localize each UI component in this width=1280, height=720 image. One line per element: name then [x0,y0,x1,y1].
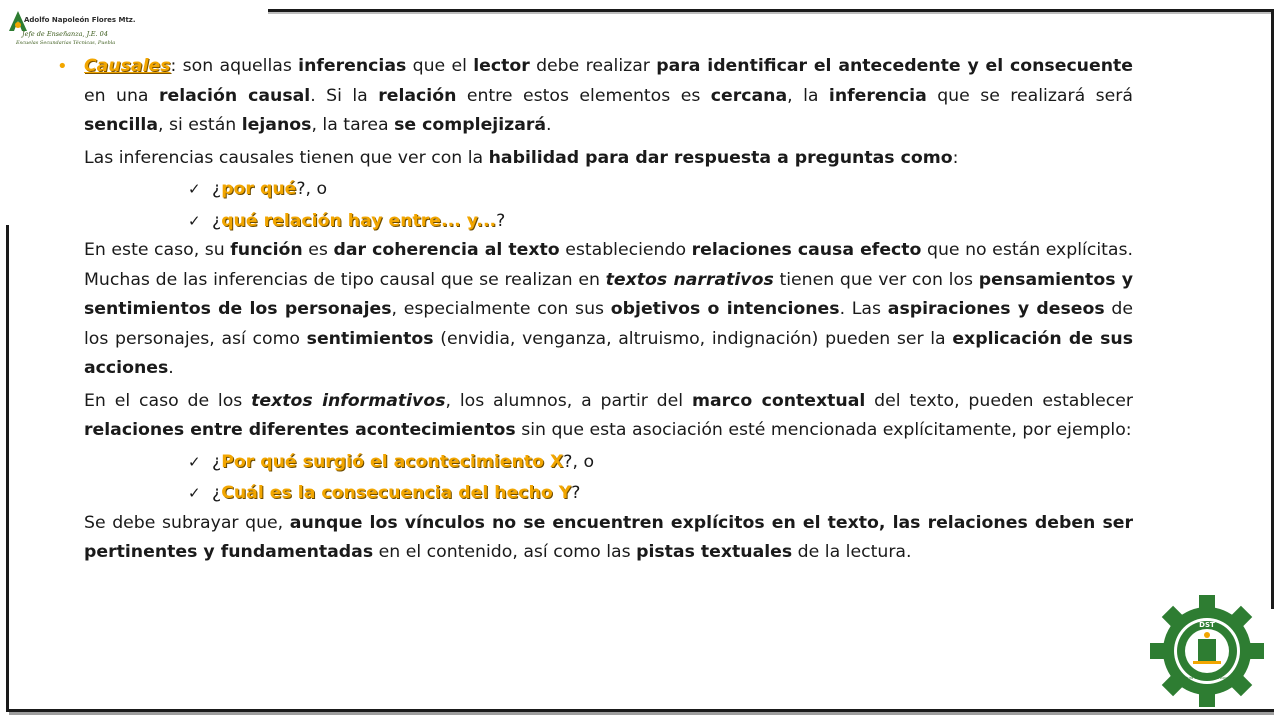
bold-span: relación causal [158,85,311,106]
text-span: En el caso de los [84,390,252,411]
check-icon: ✓ [188,180,201,198]
bold-span: para identificar el antecedente y el consecuente [656,56,1133,76]
bold-span: sentimientos [306,328,434,349]
question-highlight: por qué [221,179,297,199]
text-span: de la lectura. [792,542,912,562]
bold-span: pensamientos y sentimientos de los personajes [84,269,1133,319]
text-span: Se debe subrayar que, [84,512,290,533]
text-span: sin que esta asociación esté mencionada explícitamente, por ejemplo: [515,420,1132,440]
badge-subtext: Jefatura de Enseñanza Zona 04 [1179,676,1235,680]
text-span: , la [787,85,829,106]
check-item-cual-es [188,479,1133,509]
check-icon: ✓ [188,452,201,471]
paragraph-textos-informativos [84,387,1133,446]
paragraph-conclusion [84,509,1133,568]
text-span: ¿ [212,179,222,199]
text-span: ¿ [212,483,222,503]
bold-span: inferencia [828,85,927,106]
bold-span: se complejizará [394,115,547,135]
text-span: ? [496,210,506,231]
text-span: de los personajes, así como [84,299,1133,349]
text-span: ?, o [563,451,595,472]
bold-span: aunque los vínculos no se encuentren explícitos en el texto, las relaciones deben ser pertinentes y fundamentadas [84,512,1133,562]
bold-span: relación [378,85,457,106]
text-span: que el [406,56,474,76]
bold-span: explicación de sus acciones [84,328,1133,378]
gear-icon [1150,595,1264,707]
text-span: ? [571,483,581,503]
text-span: entre estos elementos es [456,85,711,106]
frame-left-border [6,225,9,712]
text-span: . Las [839,299,888,319]
text-span: que se realizará será [926,85,1133,106]
school-gear-logo [1150,595,1264,707]
logo-line2: Jefe de Enseñanza, J.E. 04 [22,30,108,38]
paragraph-questions-intro [84,144,1133,174]
text-span: , la tarea [311,115,395,135]
text-span: . [546,115,552,135]
text-span: (envidia, venganza, altruismo, indignación) pueden ser la [433,328,953,349]
bold-span: marco contextual [691,390,866,411]
text-span: en una [84,85,159,106]
check-item-por-que-surgio [188,448,1133,478]
bold-span: cercana [710,85,788,106]
text-span: , especialmente con sus [391,299,611,319]
question-highlight: Por qué surgió el acontecimiento X [221,451,564,472]
bold-span: habilidad para dar respuesta a preguntas como [488,147,953,168]
slide-content [57,52,1133,568]
text-span: ¿ [212,210,222,231]
bold-span: pistas textuales [636,542,793,562]
bold-span: función [230,240,303,260]
bold-span: inferencias [298,56,407,76]
question-highlight: Cuál es la consecuencia del hecho Y [221,483,572,503]
text-span: del texto, pueden establecer [865,390,1133,411]
check-icon: ✓ [188,211,201,230]
bold-span: lector [473,56,530,76]
text-span: ¿ [212,451,222,472]
bold-span: dar coherencia al texto [333,240,560,260]
bold-italic-span: textos informativos [251,390,446,411]
author-logo [8,6,136,48]
text-span: Las inferencias causales tienen que ver con la [84,147,489,168]
logo-name: Adolfo Napoleón Flores Mtz. [24,16,136,24]
text-span: ?, o [296,179,328,199]
bold-span: sencilla [84,115,158,135]
bold-span: relaciones causa efecto [691,240,922,260]
text-span: . Si la [310,85,379,106]
check-icon: ✓ [188,484,201,502]
text-span: En este caso, su [84,240,231,260]
text-span: , si están [158,115,242,135]
term-causales: Causales [84,56,171,76]
text-span: : son aquellas [170,56,299,76]
badge-text: DST [1199,621,1215,629]
text-span: debe realizar [529,56,657,76]
text-span: tienen que ver con los [773,269,979,290]
text-span: : [952,147,959,168]
frame-top-shadow [268,12,1271,14]
bold-italic-span: textos narrativos [605,269,774,290]
bold-span: relaciones entre diferentes acontecimientos [84,420,516,440]
frame-right-border [1271,9,1274,609]
text-span: que no están explícitas. Muchas de las inferencias de tipo causal que se realizan en [84,240,1133,290]
bold-span: objetivos o intenciones [610,299,840,319]
bullet-icon: • [57,56,68,77]
paragraph-causales [57,52,1133,141]
bold-span: aspiraciones y deseos [887,299,1105,319]
frame-bottom-shadow [9,712,1274,715]
text-span: , los alumnos, a partir del [445,390,692,411]
text-span: es [302,240,334,260]
check-item-que-relacion [188,207,1133,237]
text-span: en el contenido, así como las [373,542,637,562]
paragraph-funcion [84,236,1133,384]
logo-line3: Escuelas Secundarias Técnicas, Puebla [16,40,116,46]
check-item-por-que [188,175,1133,205]
text-span: estableciendo [559,240,692,260]
bold-span: lejanos [241,115,312,135]
text-span: . [168,358,174,378]
question-highlight: qué relación hay entre... y... [221,210,497,231]
